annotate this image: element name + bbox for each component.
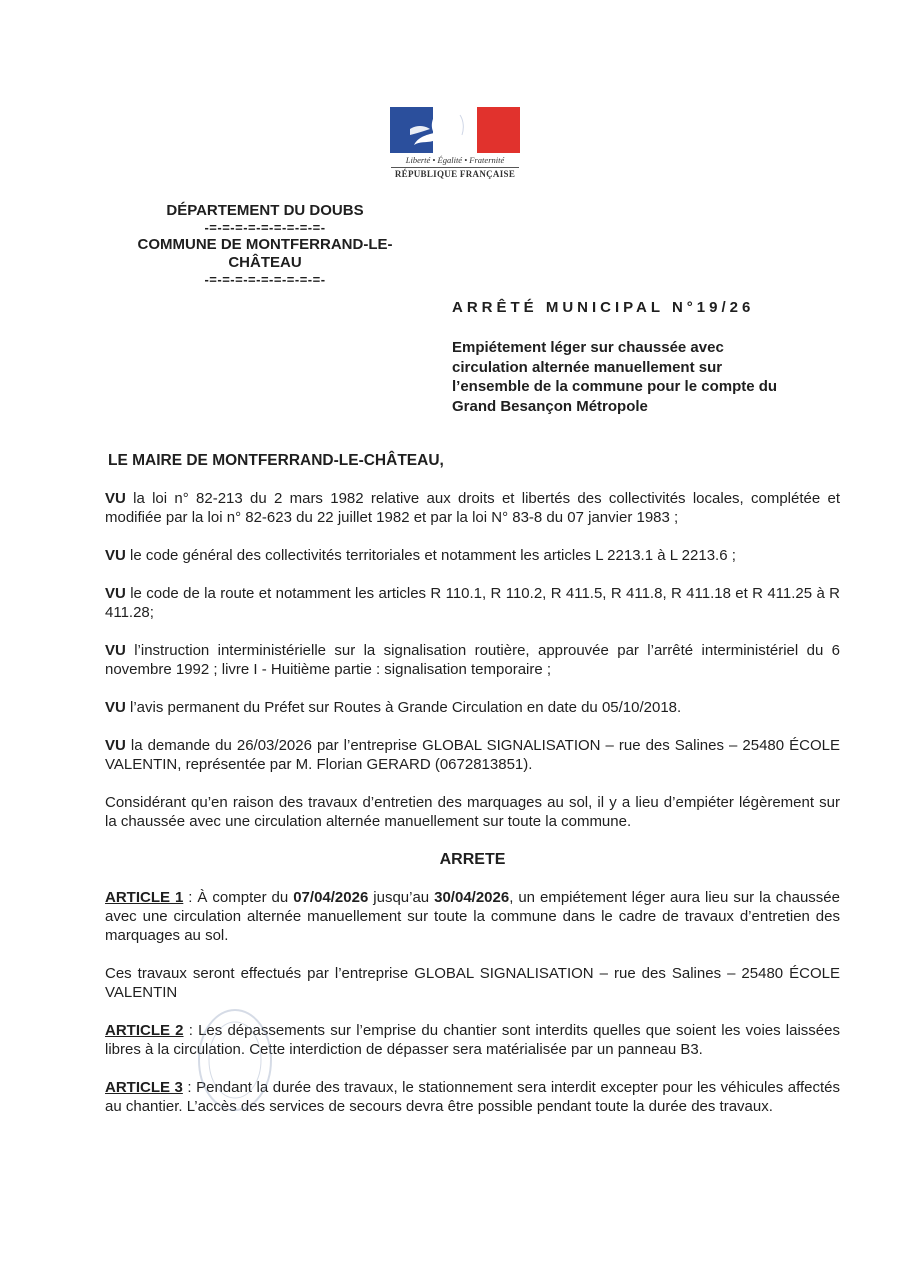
maire-heading: LE MAIRE DE MONTFERRAND-LE-CHÂTEAU, [108,452,444,469]
subject-line: Empiétement léger sur chaussée avec [452,339,724,356]
republique-francaise-label: RÉPUBLIQUE FRANÇAISE [394,169,516,179]
visa-paragraph: VU le code de la route et notamment les articles R 110.1, R 110.2, R 411.5, R 411.8, R 411.18 et R 411.25 à R 411.28; [105,585,840,621]
arrete-subject [452,338,832,416]
faded-stamp-icon [195,1005,275,1115]
visa-paragraph: VU le code général des collectivités territoriales et notamment les articles L 2213.1 à L 2213.6 ; [105,547,736,564]
commune-name-line2: CHÂTEAU [228,254,302,271]
visa-paragraph: VU l’avis permanent du Préfet sur Routes à Grande Circulation en date du 05/10/2018. [105,699,682,716]
article-3: ARTICLE 3 : Pendant la durée des travaux, le stationnement sera interdit excepter pour les véhicules affectés au chantier. L’accès des services de secours devra être possible pendant toute la durée des travaux. [105,1079,840,1115]
subject-line: l’ensemble de la commune pour le compte du [452,378,778,395]
date-end: 30/04/2026 [434,889,510,906]
date-start: 07/04/2026 [293,889,369,906]
article-1: ARTICLE 1 : À compter du 07/04/2026 jusqu’au 30/04/2026, un empiétement léger aura lieu sur la chaussée avec une circulation alternée manuellement sur toute la commune dans le cadre de travaux d’entretien des marquages au sol. [105,889,840,944]
arrete-title: ARRETE [439,851,506,868]
commune-name-line1: COMMUNE DE MONTFERRAND-LE- [137,236,393,253]
visa-paragraph: VU l’instruction interministérielle sur la signalisation routière, approuvée par l’arrêté interministériel du 6 novembre 1992 ; livre I - Huitième partie : signalisation temporaire ; [105,642,840,678]
logo-divider [391,167,519,168]
arrete-number: ARRÊTÉ MUNICIPAL N°19/26 [452,299,755,316]
republique-francaise-logo [390,107,520,179]
separator: -=-=-=-=-=-=-=-=-=- [204,272,326,287]
department-name: DÉPARTEMENT DU DOUBS [166,202,364,219]
article-1-label: ARTICLE 1 [105,889,184,906]
department-header [110,202,420,288]
article-2: ARTICLE 2 : Les dépassements sur l’emprise du chantier sont interdits quelles que soient les voies laissées libres à la circulation. Cette interdiction de dépasser sera matérialisée par un panneau B3. [105,1022,840,1058]
visa-paragraph: VU la demande du 26/03/2026 par l’entreprise GLOBAL SIGNALISATION – rue des Salines – 25480 ÉCOLE VALENTIN, représentée par M. Florian GERARD (0672813851). [105,737,840,773]
vu-label: VU [105,490,126,507]
subject-line: circulation alternée manuellement sur [452,358,723,376]
visa-paragraph: VU la loi n° 82-213 du 2 mars 1982 relative aux droits et libertés des collectivités locales, complétée et modifiée par la loi n° 82-623 du 22 juillet 1982 et par la loi N° 83-8 du 07 janvier 1983 ; [105,490,840,526]
separator: -=-=-=-=-=-=-=-=-=- [204,220,326,235]
vu-label: VU [105,547,126,564]
vu-label: VU [105,642,126,659]
marianne-icon [390,107,520,153]
article-2-label: ARTICLE 2 [105,1022,184,1039]
vu-label: VU [105,699,126,716]
vu-label: VU [105,585,126,602]
motto: Liberté • Égalité • Fraternité [405,155,505,165]
travaux-note: Ces travaux seront effectués par l’entreprise GLOBAL SIGNALISATION – rue des Salines – 25480 ÉCOLE VALENTIN [105,965,840,1001]
vu-label: VU [105,737,126,754]
subject-line: Grand Besançon Métropole [452,397,648,415]
article-3-label: ARTICLE 3 [105,1079,183,1096]
considerant-paragraph: Considérant qu’en raison des travaux d’entretien des marquages au sol, il y a lieu d’empiéter légèrement sur la chaussée avec une circulation alternée manuellement sur toute la commune. [105,794,840,830]
